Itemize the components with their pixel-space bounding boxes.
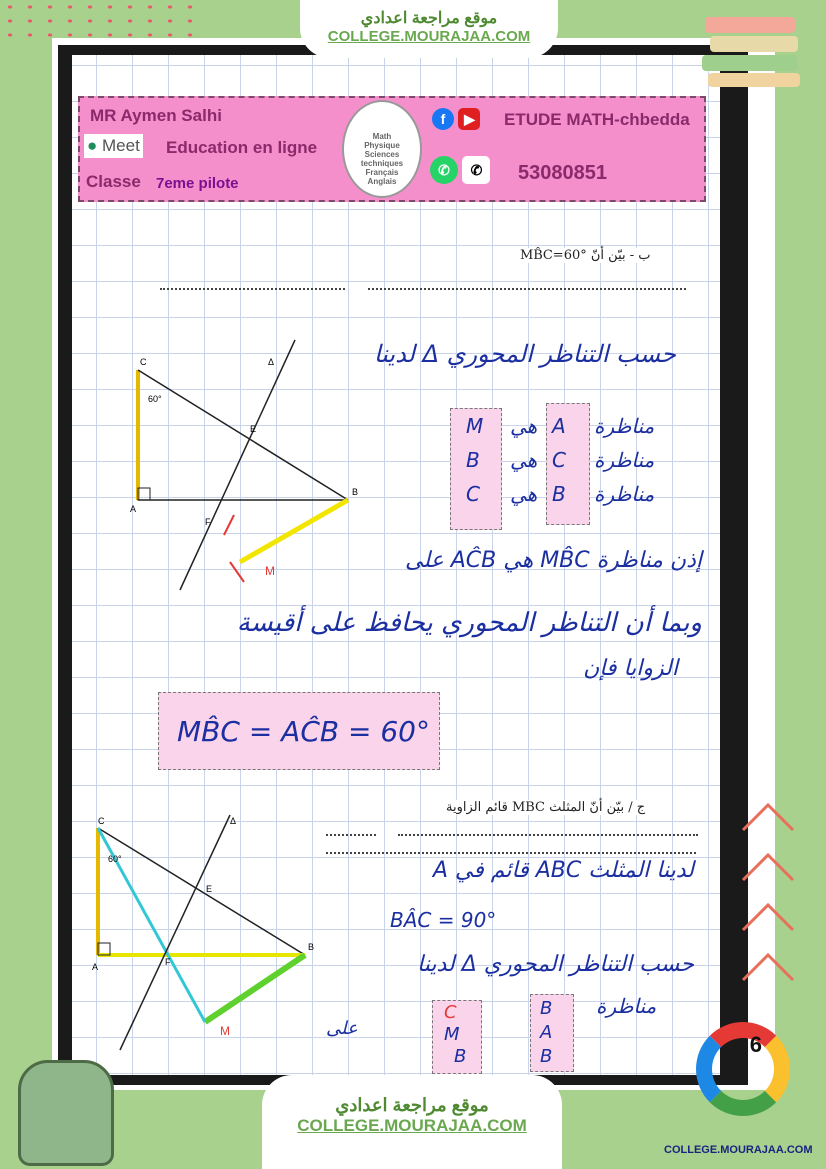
svg-text:A: A xyxy=(130,504,137,514)
classe-value: 7eme pilote xyxy=(156,175,239,192)
handwritten-line: الزوايا فإن xyxy=(583,656,678,681)
whatsapp-icon[interactable]: ✆ xyxy=(430,156,458,184)
handwritten-line: BÂC = 90° xyxy=(390,908,497,932)
meet-label: Meet xyxy=(102,136,140,155)
page-name: ETUDE MATH-chbedda xyxy=(504,110,690,129)
svg-text:F: F xyxy=(205,517,211,527)
page-number: 6 xyxy=(749,1032,762,1057)
svg-text:M: M xyxy=(220,1024,230,1038)
site-name: موقع مراجعة اعدادي xyxy=(335,1095,489,1115)
svg-text:Δ: Δ xyxy=(230,816,237,826)
question-b: ب - بيّن أنّ MB̂C=60° xyxy=(520,248,651,263)
site-name: موقع مراجعة اعدادي xyxy=(360,10,498,27)
school-seal-logo: Math Physique Sciences techniques Français Anglais xyxy=(342,100,422,198)
handwritten-line: حسب التناظر المحوري Δ لدينا xyxy=(417,952,694,977)
svg-text:C: C xyxy=(98,816,105,826)
top-banner xyxy=(300,0,558,58)
result-text: MB̂C = AĈB = 60° xyxy=(177,715,430,748)
handwritten-line: حسب التناظر المحوري Δ لدينا xyxy=(373,340,676,368)
svg-text:E: E xyxy=(206,884,213,894)
handwritten-line: وبما أن التناظر المحوري يحافظ على أقيسة xyxy=(236,608,702,638)
chevrons-decoration xyxy=(738,795,798,1010)
svg-text:B: B xyxy=(308,942,315,952)
logo-url: COLLEGE.MOURAJAA.COM xyxy=(664,1144,813,1156)
svg-text:F: F xyxy=(165,957,171,967)
meet-icon: ● xyxy=(87,136,98,155)
books-icon xyxy=(700,12,810,87)
site-url-link[interactable]: COLLEGE.MOURAJAA.COM xyxy=(297,1116,527,1135)
bottom-banner xyxy=(262,1075,562,1169)
teacher-name: MR Aymen Salhi xyxy=(90,106,222,125)
phone-icon: ✆ xyxy=(462,156,490,184)
backpack-icon xyxy=(18,1060,114,1166)
site-url-link[interactable]: COLLEGE.MOURAJAA.COM xyxy=(327,28,531,45)
svg-text:A: A xyxy=(92,962,99,972)
svg-text:C: C xyxy=(140,357,147,367)
phone-number: 53080851 xyxy=(518,162,607,184)
meet-text: Education en ligne xyxy=(166,138,318,157)
education-circle-icon xyxy=(696,1022,790,1116)
svg-text:M: M xyxy=(265,564,275,578)
facebook-icon[interactable]: f xyxy=(432,108,454,130)
svg-text:60°: 60° xyxy=(148,394,162,404)
handwritten-line: لدينا المثلث ABC قائم في A xyxy=(432,858,694,883)
teacher-header xyxy=(78,96,706,202)
svg-text:Δ: Δ xyxy=(268,357,275,367)
handwritten-line: على xyxy=(326,1018,358,1039)
youtube-icon[interactable]: ▶ xyxy=(458,108,480,130)
question-c: ج / بيّن أنّ المثلث MBC قائم الزاوية xyxy=(446,800,646,815)
handwritten-line: مناظرة xyxy=(596,994,657,1018)
decorative-dots xyxy=(0,0,200,40)
classe-label: Classe xyxy=(86,172,141,191)
triangle-figure-2 xyxy=(80,810,340,1060)
handwritten-line: إذن مناظرة MB̂C هي AĈB على xyxy=(405,548,702,573)
svg-text:E: E xyxy=(250,424,257,434)
svg-text:B: B xyxy=(352,487,359,497)
svg-text:60°: 60° xyxy=(108,854,122,864)
triangle-figure-1 xyxy=(100,330,370,600)
result-box xyxy=(158,692,440,770)
